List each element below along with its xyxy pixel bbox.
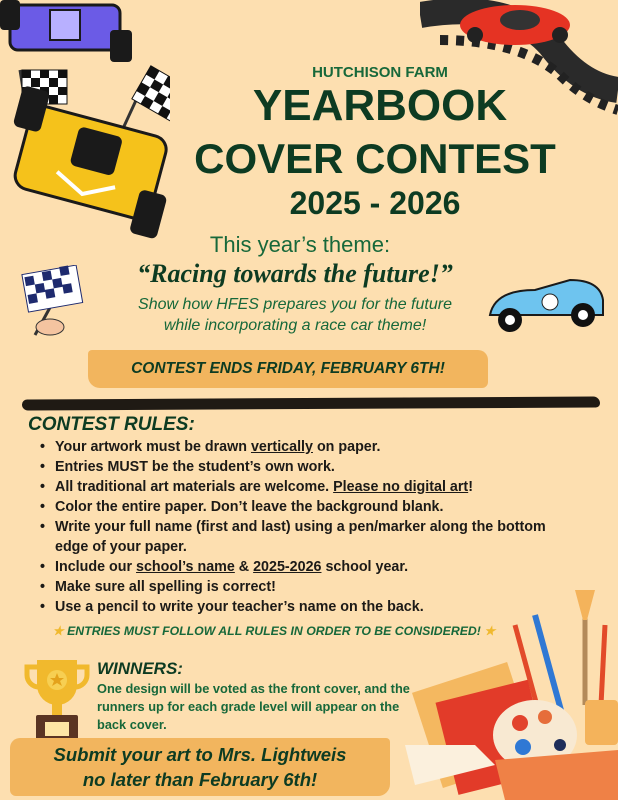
theme-description: [90, 294, 500, 336]
rule-text: &: [234, 559, 254, 575]
rule-text: Entries MUST be the student’s own work.: [55, 459, 335, 475]
submit-line: no later than February 6th!: [82, 769, 318, 790]
rule-text: Include our: [55, 559, 137, 575]
rule-item: [38, 577, 568, 597]
underlined-text: school’s name: [136, 559, 235, 575]
rule-text: Color the entire paper. Don’t leave the background blank.: [55, 499, 444, 515]
trophy-icon: [22, 655, 92, 745]
winners-heading: WINNERS:: [97, 659, 183, 678]
submit-line: Submit your art to Mrs. Lightweis: [53, 744, 347, 765]
rule-item: [38, 557, 568, 577]
rule-item: [38, 437, 568, 457]
title-line-2: COVER CONTEST: [194, 135, 556, 182]
notice-text: ENTRIES MUST FOLLOW ALL RULES IN ORDER TO BE CONSIDERED!: [67, 624, 481, 638]
underlined-text: Please no digital art: [333, 479, 469, 495]
rule-text: !: [468, 479, 473, 495]
race-cars-flags-illustration: [0, 0, 170, 240]
paint-jar-icon: [585, 700, 618, 745]
submit-banner: [10, 738, 390, 796]
rule-text: All traditional art materials are welcome.: [55, 479, 334, 495]
school-year: 2025 - 2026: [289, 185, 461, 221]
rule-text: Write your full name (first and last) using a pen/marker along the bottom edge of your paper.: [55, 519, 546, 555]
red-race-car-icon: [460, 5, 570, 45]
theme-description-line: Show how HFES prepares you for the future: [138, 296, 452, 313]
art-supplies-box-illustration: [395, 585, 618, 800]
rule-item: [38, 517, 568, 557]
theme-label: This year’s theme:: [209, 232, 391, 257]
yellow-race-car-icon: [0, 85, 170, 240]
winners-text: One design will be voted as the front cover, and the runners up for each grade level will appear on the back cover.: [97, 681, 410, 732]
star-icon: ★: [52, 624, 68, 638]
purple-race-car-icon: [0, 0, 132, 62]
rule-item: [38, 457, 568, 477]
underlined-text: 2025-2026: [253, 559, 322, 575]
theme-quote: “Racing towards the future!”: [137, 259, 453, 288]
rule-text: on paper.: [312, 439, 381, 455]
rule-text: school year.: [321, 559, 409, 575]
star-icon: ★: [480, 624, 496, 638]
brush-divider: [22, 396, 600, 410]
rule-item: [38, 497, 568, 517]
rule-item: [38, 597, 568, 617]
title-line-1: YEARBOOK: [252, 81, 508, 130]
rules-notice: [14, 622, 534, 640]
rule-text: Your artwork must be drawn: [55, 439, 251, 455]
rule-item: [38, 477, 568, 497]
deadline-banner: CONTEST ENDS FRIDAY, FEBRUARY 6TH!: [88, 350, 488, 388]
org-name: HUTCHISON FARM: [312, 64, 448, 81]
rule-text: Use a pencil to write your teacher’s name on the back.: [55, 599, 424, 615]
underlined-text: vertically: [250, 439, 313, 455]
rule-text: Make sure all spelling is correct!: [55, 579, 276, 595]
rules-list: [38, 437, 568, 617]
rules-heading: CONTEST RULES:: [28, 414, 195, 435]
theme-description-line: while incorporating a race car theme!: [163, 317, 427, 334]
